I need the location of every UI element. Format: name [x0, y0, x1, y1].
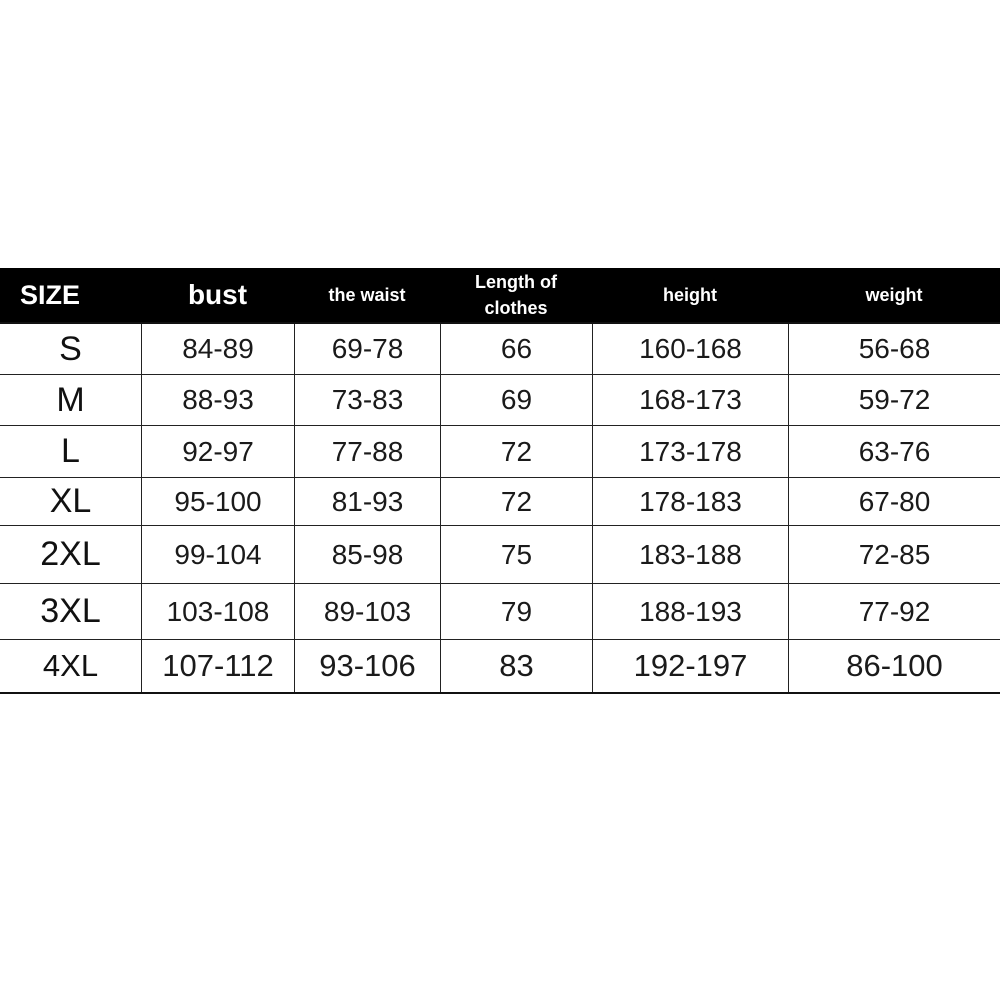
- size-chart-table: [0, 268, 1000, 694]
- header-length-line2: clothes: [484, 298, 548, 318]
- bust-cell: 88-93: [141, 375, 294, 425]
- size-cell: XL: [49, 482, 92, 520]
- table-row: [0, 375, 1000, 426]
- length-cell: 72: [440, 426, 592, 477]
- waist-cell: 85-98: [294, 526, 440, 583]
- size-cell: 4XL: [42, 648, 99, 683]
- weight-cell: 56-68: [788, 324, 1000, 374]
- header-height: height: [663, 284, 717, 305]
- table-row: [0, 526, 1000, 584]
- weight-cell: 59-72: [788, 375, 1000, 425]
- height-cell: 192-197: [592, 640, 788, 692]
- size-cell: 2XL: [40, 535, 101, 573]
- length-cell: 69: [440, 375, 592, 425]
- header-length-line1: Length of: [475, 272, 557, 292]
- length-cell: 79: [440, 584, 592, 639]
- length-cell: 72: [440, 478, 592, 525]
- length-cell: 66: [440, 324, 592, 374]
- waist-cell: 69-78: [294, 324, 440, 374]
- height-cell: 173-178: [592, 426, 788, 477]
- weight-cell: 67-80: [788, 478, 1000, 525]
- length-cell: 83: [440, 640, 592, 692]
- height-cell: 160-168: [592, 324, 788, 374]
- waist-cell: 77-88: [294, 426, 440, 477]
- table-row: [0, 426, 1000, 478]
- bust-cell: 84-89: [141, 324, 294, 374]
- header-length: [440, 268, 592, 322]
- waist-cell: 93-106: [294, 640, 440, 692]
- size-cell: S: [59, 329, 82, 368]
- height-cell: 168-173: [592, 375, 788, 425]
- bust-cell: 99-104: [141, 526, 294, 583]
- bust-cell: 95-100: [141, 478, 294, 525]
- weight-cell: 86-100: [788, 640, 1000, 692]
- length-cell: 75: [440, 526, 592, 583]
- weight-cell: 72-85: [788, 526, 1000, 583]
- header-waist: the waist: [328, 284, 406, 305]
- header-size: SIZE: [20, 279, 81, 310]
- table-row: [0, 640, 1000, 692]
- weight-cell: 63-76: [788, 426, 1000, 477]
- size-cell: M: [56, 380, 85, 419]
- table-row: [0, 324, 1000, 375]
- size-cell: 3XL: [40, 592, 101, 630]
- weight-cell: 77-92: [788, 584, 1000, 639]
- size-cell: L: [61, 432, 80, 470]
- bust-cell: 92-97: [141, 426, 294, 477]
- table-row: [0, 584, 1000, 640]
- table-row: [0, 478, 1000, 526]
- header-weight: weight: [865, 284, 923, 305]
- height-cell: 188-193: [592, 584, 788, 639]
- height-cell: 183-188: [592, 526, 788, 583]
- waist-cell: 73-83: [294, 375, 440, 425]
- bust-cell: 107-112: [141, 640, 294, 692]
- waist-cell: 89-103: [294, 584, 440, 639]
- header-bust: bust: [187, 279, 248, 310]
- table-header-row: [0, 268, 1000, 322]
- height-cell: 178-183: [592, 478, 788, 525]
- waist-cell: 81-93: [294, 478, 440, 525]
- bust-cell: 103-108: [141, 584, 294, 639]
- table-body: [0, 322, 1000, 694]
